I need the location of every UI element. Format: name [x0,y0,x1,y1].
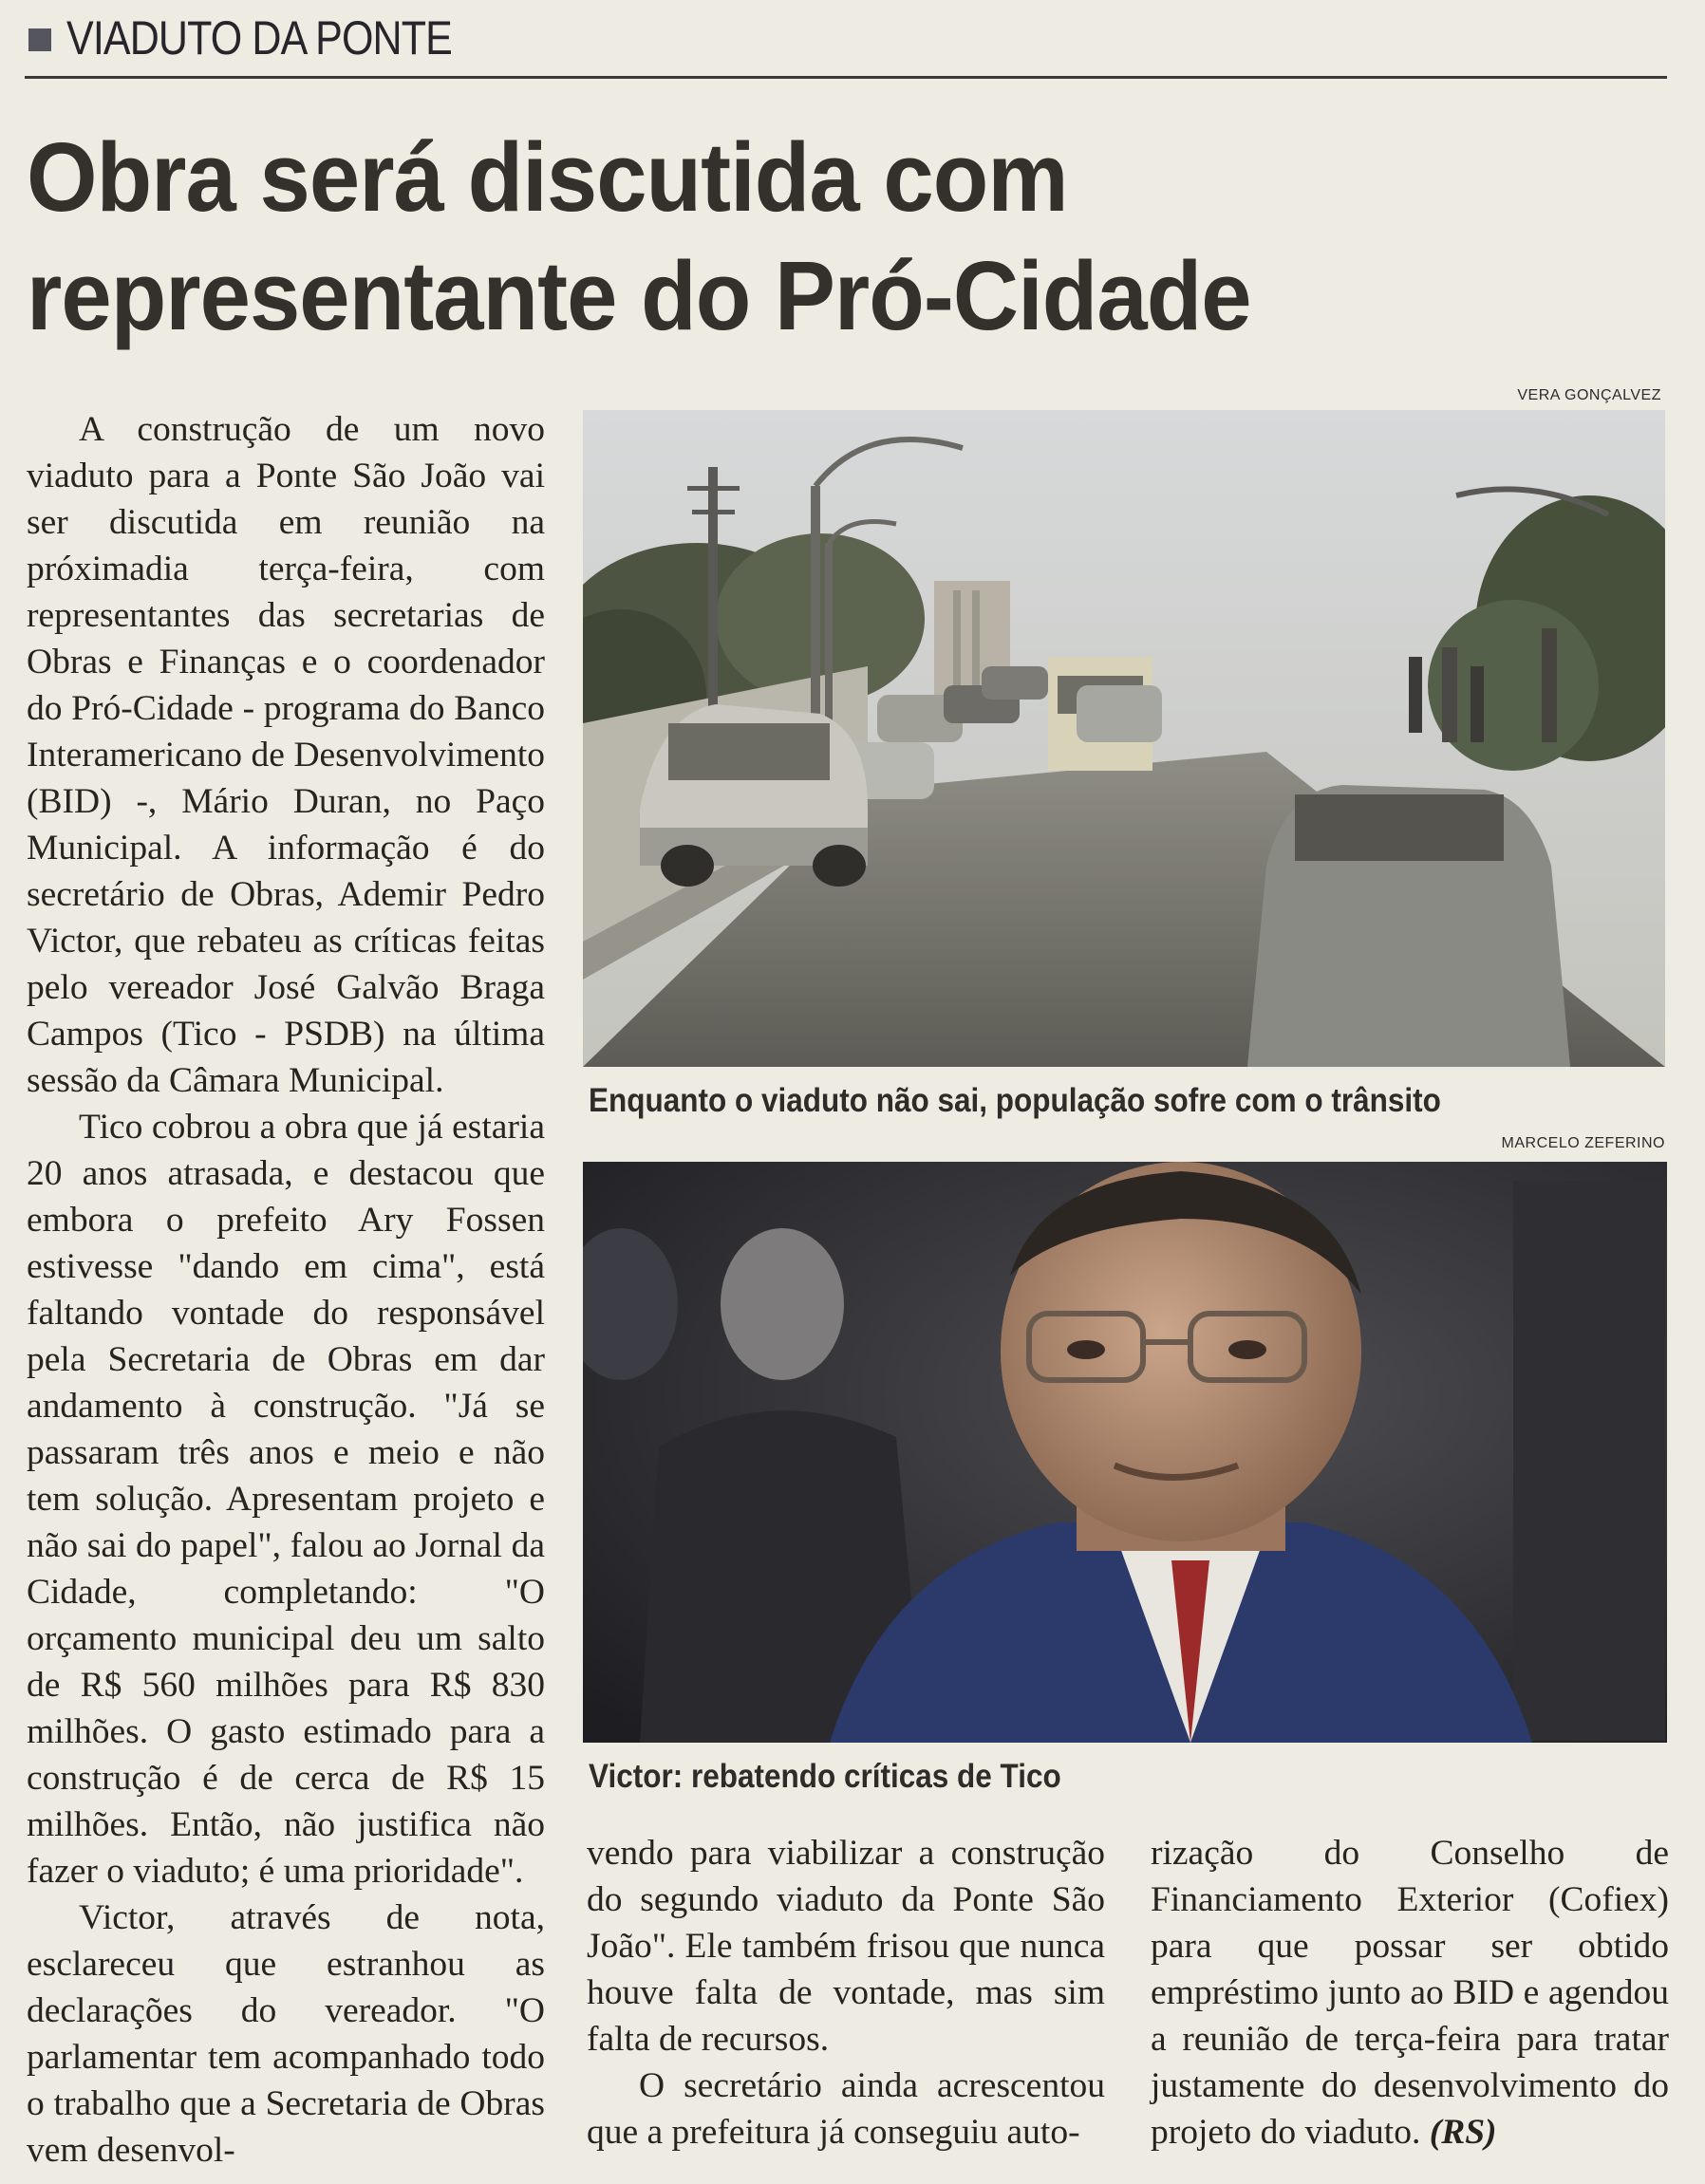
photo-caption: Victor: rebatendo críticas de Tico [589,1758,1061,1795]
paragraph: O secretário ainda acrescentou que a prefeitura já conseguiu auto- [587,2066,1105,2152]
section-tag [28,8,515,68]
headline [27,118,1640,355]
headline-line-2: representante do Pró-Cidade [27,241,1251,350]
portrait-photo-icon [583,1162,1667,1743]
article-column-1 [27,406,545,2174]
paragraph [1151,1830,1669,2156]
paragraph: Tico cobrou a obra que já estaria 20 anos atrasada, e destacou que embora o prefeito Ary Fossen estivesse "dando em cima", está faltando vontade do responsável pela Secretaria de Obras em dar andamento à construção. "Já se passaram três anos e meio e não tem solução. Apresentam projeto e não sai do papel", falou ao Jornal da Cidade, completando: "O orçamento municipal deu um salto de R$ 560 milhões para R$ 830 milhões. O gasto estimado para a construção é de cerca de R$ 15 milhões. Então, não justifica não fazer o viaduto; é uma prioridade". [27,1108,545,1891]
paragraph: Victor, através de nota, esclareceu que estranhou as declarações do vereador. "O parlamentar tem acompanhado todo o trabalho que a Secretaria de Obras vem desenvol- [27,1898,545,2170]
traffic-photo [583,410,1665,1067]
article-column-2 [587,1830,1105,2156]
photo-caption: Enquanto o viaduto não sai, população sofre com o trânsito [589,1082,1441,1119]
top-rule [25,76,1667,79]
photo-credit: VERA GONÇALVEZ [1517,387,1661,403]
section-square-icon [28,28,51,51]
portrait-photo [583,1162,1667,1743]
author-signature: (RS) [1429,2113,1497,2152]
photo-credit: MARCELO ZEFERINO [1501,1135,1665,1151]
section-label: VIADUTO DA PONTE [66,11,452,65]
traffic-photo-icon [583,410,1665,1067]
paragraph-text: rização do Conselho de Financiamento Exterior (Cofiex) para que possar ser obtido empréstimo junto ao BID e agendou a reunião de terça-feira para tratar justamente do desenvolvimento do projeto do viaduto. [1151,1834,1669,2152]
paragraph: vendo para viabilizar a construção do segundo viaduto da Ponte São João". Ele também frisou que nunca houve falta de vontade, mas sim falta de recursos. [587,1834,1105,2059]
article-column-3 [1151,1830,1669,2156]
headline-line-1: Obra será discutida com [27,122,1068,232]
paragraph: A construção de um novo viaduto para a Ponte São João vai ser discutida em reunião na próximadia terça-feira, com representantes das secretarias de Obras e Finanças e o coordenador do Pró-Cidade - programa do Banco Interamericano de Desenvolvimento (BID) -, Mário Duran, no Paço Municipal. A informação é do secretário de Obras, Ademir Pedro Victor, que rebateu as críticas feitas pelo vereador José Galvão Braga Campos (Tico - PSDB) na última sessão da Câmara Municipal. [27,410,545,1100]
